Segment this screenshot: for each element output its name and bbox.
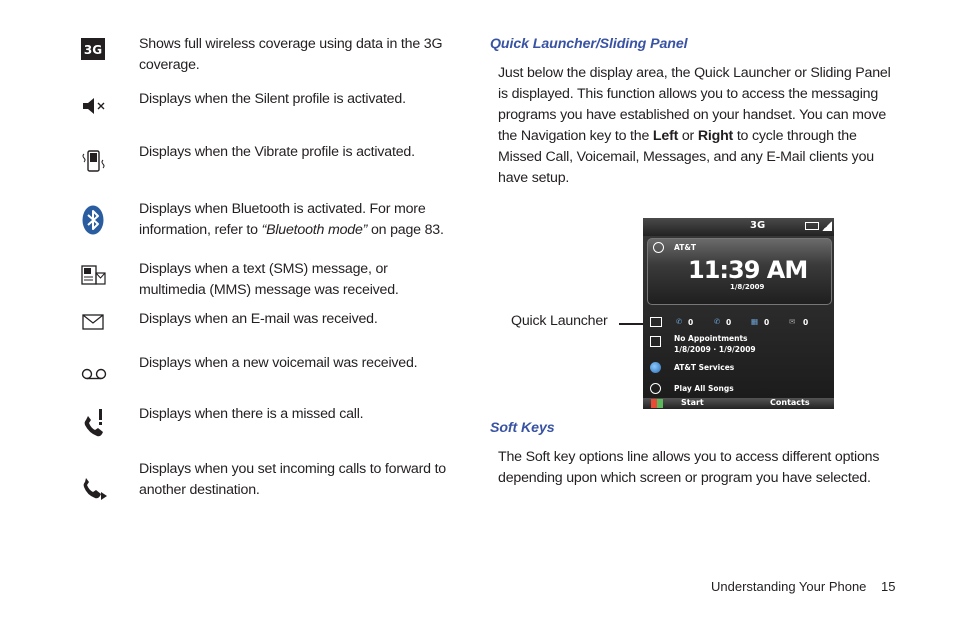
missed-call-count: 0: [688, 318, 694, 327]
quick-launcher-paragraph: [498, 63, 898, 189]
icon-desc-missed-call: Displays when there is a missed call.: [139, 406, 364, 422]
appointment-dates: 1/8/2009 · 1/9/2009: [674, 345, 756, 354]
silent-icon: [81, 95, 107, 117]
quick-launcher-heading: Quick Launcher/Sliding Panel: [490, 36, 688, 52]
quick-launcher-row[interactable]: [643, 314, 834, 331]
voicemail-icon: [81, 367, 107, 381]
play-all-songs-label: Play All Songs: [674, 384, 734, 393]
bluetooth-mode-reference: “Bluetooth mode”: [261, 222, 368, 238]
email-count: 0: [803, 318, 809, 327]
icon-desc-vibrate: Displays when the Vibrate profile is activated.: [139, 144, 415, 160]
messages-count: 0: [764, 318, 770, 327]
3g-icon: [81, 38, 105, 60]
clock-panel: [647, 238, 832, 305]
quick-launcher-text: Just below the display area, the Quick Launcher or Sliding Panel is displayed. This function allows you to access the messaging programs you have established on your handset. You can move the Navigation key to the: [498, 65, 891, 144]
missed-call-icon: [82, 408, 108, 438]
att-services-label: AT&T Services: [674, 363, 735, 372]
soft-key-bar: [643, 398, 834, 409]
quick-launcher-text-end: to cycle through the Missed Call, Voicemail, Messages, and any E-Mail clients you have setup.: [498, 128, 874, 186]
music-row[interactable]: [643, 381, 834, 398]
att-services-row[interactable]: [643, 360, 834, 377]
appointments-label: No Appointments: [674, 334, 748, 343]
icon-desc-bluetooth: [139, 199, 457, 241]
voicemail-count: 0: [726, 318, 732, 327]
sliding-panel-icon[interactable]: [650, 317, 662, 327]
soft-keys-paragraph: The Soft key options line allows you to access different options depending upon which screen or program you have selected.: [498, 449, 880, 486]
message-icon: [81, 265, 107, 287]
start-softkey[interactable]: Start: [681, 398, 704, 407]
footer-section-title: Understanding Your Phone: [711, 579, 867, 594]
clock-icon: [653, 242, 664, 253]
voicemail-launcher-icon[interactable]: ✆: [714, 317, 721, 326]
contacts-softkey[interactable]: Contacts: [770, 398, 810, 407]
icon-desc-email: Displays when an E-mail was received.: [139, 311, 378, 327]
vibrate-icon: [81, 149, 107, 175]
callout-line: [619, 323, 645, 325]
call-forward-icon: [81, 474, 109, 502]
icon-desc-voicemail: Displays when a new voicemail was received.: [139, 355, 418, 371]
icon-desc-message: Displays when a text (SMS) message, or multimedia (MMS) message was received.: [139, 261, 399, 298]
right-key-label: Right: [697, 128, 734, 144]
quick-launcher-callout-label: Quick Launcher: [511, 313, 608, 329]
email-icon: [82, 314, 104, 330]
att-globe-icon: [650, 362, 661, 373]
missed-call-launcher-icon[interactable]: ✆: [676, 317, 683, 326]
appointments-row[interactable]: [643, 333, 834, 357]
battery-icon: [805, 222, 819, 230]
network-3g-indicator: 3G: [750, 220, 766, 231]
email-launcher-icon[interactable]: ✉: [789, 317, 796, 326]
bluetooth-desc-text: Displays when Bluetooth is activated. For more information, refer to: [139, 201, 426, 238]
page-number: 15: [881, 579, 896, 594]
clock-date: 1/8/2009: [730, 283, 765, 291]
messages-launcher-icon[interactable]: ▦: [751, 317, 759, 326]
play-icon: [650, 383, 661, 394]
phone-status-bar: [643, 218, 834, 236]
signal-icon: [822, 221, 832, 231]
left-key-label: Left: [652, 128, 679, 144]
soft-keys-heading: Soft Keys: [490, 420, 555, 436]
icon-desc-silent: Displays when the Silent profile is activated.: [139, 91, 406, 107]
windows-flag-icon[interactable]: [651, 399, 663, 408]
bluetooth-desc-page: on page 83.: [367, 222, 444, 238]
bluetooth-icon: [82, 205, 104, 235]
svg-text:3G: 3G: [83, 43, 103, 57]
calendar-icon: [650, 336, 661, 347]
or-text: or: [678, 128, 698, 144]
icon-desc-call-forward: Displays when you set incoming calls to forward to another destination.: [139, 461, 446, 498]
phone-screen: [643, 218, 834, 409]
icon-desc-3g: Shows full wireless coverage using data in the 3G coverage.: [139, 36, 443, 73]
carrier-name: AT&T: [674, 243, 696, 252]
clock-time: 11:39 AM: [688, 256, 808, 284]
